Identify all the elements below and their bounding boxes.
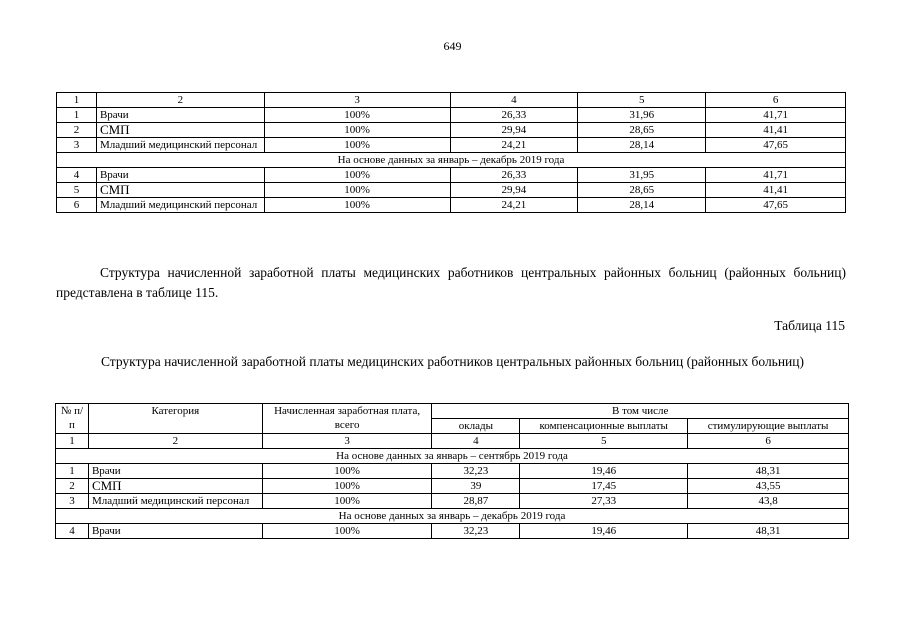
total-cell: 100% <box>264 198 450 213</box>
total-cell: 100% <box>264 138 450 153</box>
total-cell: 100% <box>262 494 432 509</box>
category-cell: СМП <box>96 183 264 198</box>
header-cell: 4 <box>432 434 520 449</box>
table-row <box>56 524 849 539</box>
header-cell: 1 <box>57 93 97 108</box>
header-compensation: компенсационные выплаты <box>520 419 688 434</box>
header-cell: 6 <box>706 93 846 108</box>
value-cell: 41,41 <box>706 183 846 198</box>
total-cell: 100% <box>264 168 450 183</box>
row-number: 3 <box>57 138 97 153</box>
table-row <box>57 183 846 198</box>
value-cell: 28,65 <box>578 123 706 138</box>
row-number: 1 <box>57 108 97 123</box>
header-total: Начисленная заработная плата, всего <box>262 404 432 434</box>
value-cell: 27,33 <box>520 494 688 509</box>
total-cell: 100% <box>264 123 450 138</box>
value-cell: 26,33 <box>450 108 578 123</box>
table-row <box>57 138 846 153</box>
value-cell: 24,21 <box>450 198 578 213</box>
value-cell: 24,21 <box>450 138 578 153</box>
value-cell: 32,23 <box>432 464 520 479</box>
section-row <box>56 509 849 524</box>
value-cell: 28,87 <box>432 494 520 509</box>
header-cell: 5 <box>578 93 706 108</box>
row-number: 2 <box>57 123 97 138</box>
row-number: 2 <box>56 479 89 494</box>
column-number-row <box>56 434 849 449</box>
category-cell: Младший медицинский персонал <box>96 198 264 213</box>
value-cell: 41,71 <box>706 108 846 123</box>
value-cell: 43,55 <box>688 479 849 494</box>
value-cell: 28,14 <box>578 138 706 153</box>
total-cell: 100% <box>262 524 432 539</box>
value-cell: 39 <box>432 479 520 494</box>
table-row <box>56 494 849 509</box>
header-cell: 2 <box>96 93 264 108</box>
header-salaries: оклады <box>432 419 520 434</box>
header-cell: 4 <box>450 93 578 108</box>
total-cell: 100% <box>262 479 432 494</box>
value-cell: 43,8 <box>688 494 849 509</box>
row-number: 4 <box>57 168 97 183</box>
category-cell: Младший медицинский персонал <box>96 138 264 153</box>
page-number: 649 <box>443 39 462 53</box>
section-label: На основе данных за январь – сентябрь 2019 года <box>56 449 849 464</box>
row-number: 1 <box>56 464 89 479</box>
section-row <box>57 153 846 168</box>
total-cell: 100% <box>264 108 450 123</box>
header-cell: 3 <box>262 434 432 449</box>
table-row <box>56 464 849 479</box>
value-cell: 31,96 <box>578 108 706 123</box>
value-cell: 28,65 <box>578 183 706 198</box>
table-row <box>57 168 846 183</box>
row-number: 4 <box>56 524 89 539</box>
value-cell: 48,31 <box>688 464 849 479</box>
table-header-row <box>56 404 849 419</box>
header-cell: 5 <box>520 434 688 449</box>
section-label: На основе данных за январь – декабрь 2019 года <box>56 509 849 524</box>
table-title: Структура начисленной заработной платы медицинских работников центральных районных больниц (районных больниц) <box>100 354 805 369</box>
value-cell: 29,94 <box>450 183 578 198</box>
value-cell: 17,45 <box>520 479 688 494</box>
category-cell: Врачи <box>96 108 264 123</box>
value-cell: 47,65 <box>706 198 846 213</box>
category-cell: СМП <box>96 123 264 138</box>
header-incentive: стимулирующие выплаты <box>688 419 849 434</box>
value-cell: 41,41 <box>706 123 846 138</box>
total-cell: 100% <box>262 464 432 479</box>
value-cell: 32,23 <box>432 524 520 539</box>
value-cell: 31,95 <box>578 168 706 183</box>
category-cell: Врачи <box>88 524 262 539</box>
table-row <box>56 479 849 494</box>
section-row <box>56 449 849 464</box>
header-cell: 3 <box>264 93 450 108</box>
table-header-row <box>57 93 846 108</box>
value-cell: 29,94 <box>450 123 578 138</box>
table-row <box>57 123 846 138</box>
value-cell: 41,71 <box>706 168 846 183</box>
value-cell: 28,14 <box>578 198 706 213</box>
table-row <box>57 108 846 123</box>
header-cell: 2 <box>88 434 262 449</box>
category-cell: Врачи <box>88 464 262 479</box>
value-cell: 48,31 <box>688 524 849 539</box>
row-number: 5 <box>57 183 97 198</box>
value-cell: 26,33 <box>450 168 578 183</box>
header-num: № п/п <box>56 404 89 434</box>
category-cell: СМП <box>88 479 262 494</box>
row-number: 6 <box>57 198 97 213</box>
header-cell: 1 <box>56 434 89 449</box>
body-paragraph: Структура начисленной заработной платы медицинских работников центральных районных больниц (районных больниц) представлена в таблице 115. <box>56 265 846 300</box>
row-number: 3 <box>56 494 89 509</box>
value-cell: 19,46 <box>520 464 688 479</box>
category-cell: Младший медицинский персонал <box>88 494 262 509</box>
category-cell: Врачи <box>96 168 264 183</box>
table-continuation <box>56 92 846 213</box>
header-including: В том числе <box>432 404 849 419</box>
total-cell: 100% <box>264 183 450 198</box>
section-label: На основе данных за январь – декабрь 2019 года <box>57 153 846 168</box>
table-label: Таблица 115 <box>774 318 845 333</box>
table-row <box>57 198 846 213</box>
header-cell: 6 <box>688 434 849 449</box>
table-115 <box>55 403 849 539</box>
value-cell: 47,65 <box>706 138 846 153</box>
header-category: Категория <box>88 404 262 434</box>
value-cell: 19,46 <box>520 524 688 539</box>
